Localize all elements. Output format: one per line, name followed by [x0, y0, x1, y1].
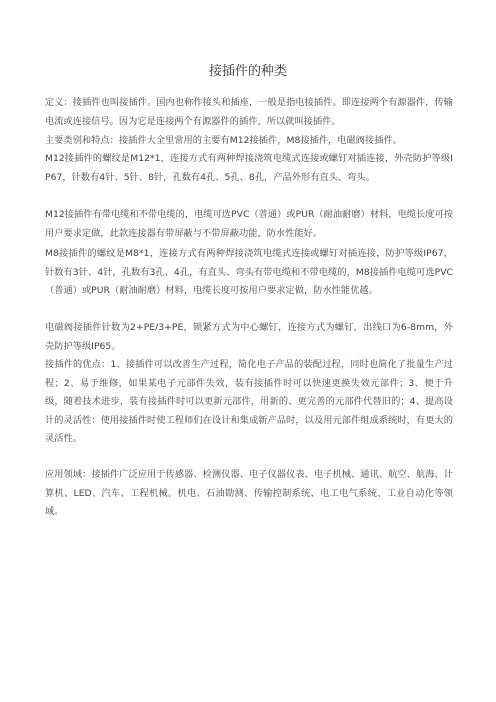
- paragraph-m12-cable: M12接插件有带电缆和不带电缆的，电缆可选PVC（普通）或PUR（耐油耐磨）材料，电缆长度可按用户要求定做，此款连接器有带屏蔽与不带屏蔽功能，防水性能好。: [45, 209, 453, 239]
- page-title: 接插件的种类: [208, 64, 287, 79]
- paragraph-m12-spec: M12接插件的螺纹是M12*1，连接方式有两种焊接浇筑电缆式连接或螺钉对插连接，外壳防护等级IP67，针数有4针、5针、8针，孔数有4孔、5孔、8孔，产品外形有直头、弯头。: [45, 153, 453, 183]
- paragraph-advantages: 接插件的优点：1、接插件可以改善生产过程，简化电子产品的装配过程，同时也简化了批量生产过程；2、易于维修，如果某电子元部件失效，装有接插件时可以快速更换失效元部件；3、便于升级，随着技术进步，装有接插件时可以更新元部件，用新的、更完善的元部件代替旧的；4、提高设计的灵活性：使用接插件时使工程师们在设计和集成新产品时，以及用元部件组成系统时，有更大的灵活性。: [45, 359, 453, 444]
- paragraph-m8-spec: M8接插件的螺纹是M8*1，连接方式有两种焊接浇筑电缆式连接或螺钉对插连接，防护等级IP67，针数有3针、4针，孔数有3孔、4孔，有直头、弯头有带电缆和不带电缆的，M8接插件电缆可选PVC（普通）或PUR（耐油耐磨）材料，电缆长度可按用户要求定做，防水性能优越。: [45, 248, 453, 296]
- paragraph-definition: 定义：接插件也叫接插件。国内也称作接头和插座，一般是指电接插件。即连接两个有源器件，传输电流或连接信号。因为它是连接两个有源器件的插件，所以就叫接插件。: [45, 97, 453, 127]
- paragraph-applications: 应用领域：接插件广泛应用于传感器、检测仪器、电子仪器仪表、电子机械、通讯、航空、航海、计算机、LED、汽车、工程机械。机电、石油勘测、传输控制系统、电工电气系统、工业自动化等领域。: [45, 469, 453, 517]
- paragraph-solenoid-valve: 电磁阀接插件针数为2+PE/3+PE，锁紧方式为中心螺钉，连接方式为螺钉，出线口为6-8mm，外壳防护等级IP65。: [45, 322, 453, 352]
- paragraph-main-categories: 主要类别和特点：接插件大全里常用的主要有M12接插件，M8接插件，电磁阀接插件。: [45, 135, 402, 146]
